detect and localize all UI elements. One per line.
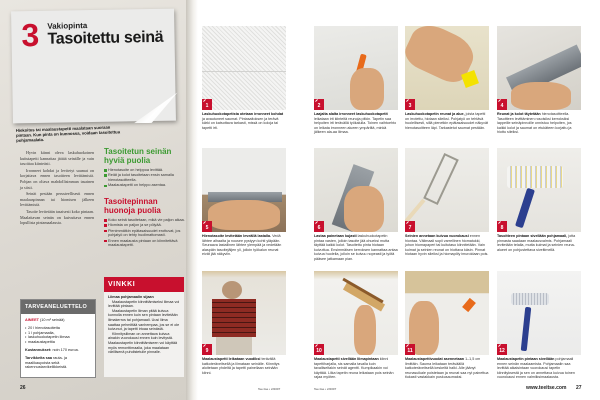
pros-item: Hienotasoite on helppoa levittää. [104,168,186,173]
step-number-badge: 3 [405,99,415,110]
step-number-badge: 2 [314,99,324,110]
step-number-badge: 7 [405,221,415,232]
supplies-tools: Tarvikkeita saa rauta- ja maalikaupoista sekä rakennustarvikeliikkeistä. [25,355,68,370]
supplies-item: • 1 l pohjamaalia, [25,331,91,336]
page-number-left: 26 [20,385,26,391]
supplies-list [25,326,91,345]
arm-icon [354,305,376,355]
shirt-icon [212,299,256,337]
body-paragraph: Irronneet kohdat ja levitetyt saumat on korjattava ennen tasoitteen levittämistä. Pohjan on oltava mahdollisimman tasainen ja siisti. [20,167,94,190]
pros-heading: Tasoitetun seinän hyviä puolia [104,147,172,165]
roller-handle-icon [515,188,535,229]
hand-icon [350,68,384,110]
step-photo [202,26,286,110]
supplies-item: • maalaustapettia [25,340,91,345]
step-caption: Laskuhuokotapetista otetaan irronneet kohdat ja avautuneet saumat. Pintasaitoksen ja terävä kärki on katsottava tarkasti, missä on koloja tai tapetti irti. [202,112,284,130]
step-2 [314,26,398,135]
step-caption: Maalaustapetti leikataan vuodiksi terävällä katkoteräveitsellä ja liimataan seinälle. Kiinnitys aloitetaan yhdeltä ja tapetti painellaan seinään kiinni. [202,357,280,375]
step-number-badge: 8 [497,221,507,232]
step-caption: Laajalta alalta irronneet laskuhuokotapetit leikataan irti kiinteitä reunoja pitkin. Tapetin saa helpoiten irti terävällä työkalulla. Toinen vaihtoehto on leikata irronneen alueen ympäriltä, minkä jälkeen ala-aa liimaa. [314,112,397,135]
tip-heading: VINKKI [104,277,184,292]
cons-box [104,198,186,249]
step-photo [497,148,581,232]
step-11 [405,271,489,380]
step-number-badge: 12 [497,344,507,355]
step-number-badge: 6 [314,221,324,232]
step-caption: Hienotasoite levitetään leveällä lastalla. Vedä lähtee alhaalta ja nousee pystyyn kohti yläpään. Seuraava lastallinen lähtee ylempää ja vedetään alaspäin tasoitejäljen yli, jolloin työkalun reunat eivät jää näkyviin. [202,234,282,257]
hand-icon [511,82,571,110]
step-number-badge: 11 [405,344,415,355]
step-caption: Seinien annetaan kuivua vuorokausi ennen hiontaa. Välimaali sopii varrellinen hiomatukki, johon hiomapaperi tai kuitutaso kiinnitetään. Vain kulmat ja seinien reunat on hiottava käsin. Pinnat hiotaan hyvin sileiksi ja hiomapöly imuroidaan pois. [405,234,489,257]
website-link[interactable]: www.teeitse.com [526,385,567,391]
step-caption: Lastaa painetaan kujasti laskuhuokotapetin pintaa vasten, jolloin tasoite jää ohueksi mutta täyttää kaikki kolot. Tasoitettu pinta hiotaan kuivuttua. Ensimmäisen kerroksen kannattaa antaa kuivua huolella, jolloin se kuivuu nopeasti ja työtä pääsee jatkamaan pian. [314,234,398,261]
step-photo [314,271,398,355]
step-photo [497,26,581,110]
step-photo [202,271,286,355]
supplies-item: • 20 l hienotasoitetta [25,326,91,331]
pros-item: Reiät ja kolot tasoitetaan ensin samalla hienotasoitteella. [104,173,186,183]
intro-text: Hiekoitus tai maalaustapetti maalataan suoraan pintaan. Kun pinta on kunnossa, voidaan tasoitettua pohjamaalata. [15,124,121,143]
step-photo [405,26,489,110]
section-number: 3 [21,16,40,54]
step-caption: Tasoitteen pintaan sivellään pohjamaali, jotta pinnasta saadaan maalausvalmis. Pohjamaali levitetään telalla, mutta kulmat ja seinien reuna-alueet on pohjustettava siveltimellä. [497,234,576,252]
tip-box [104,277,184,377]
step-photo [405,271,489,355]
step-photo [314,148,398,232]
tip-paragraph: Maalaustapetin kiinnittämiseksi liimaa voi levittää pintaan. [108,299,180,309]
body-paragraph: Seinät pestään perusteellisesti ennen maalauspinnan tai hiomisen jälkeen levittämistä. [20,191,94,208]
roller-handle-icon [521,307,532,351]
paint-roller-icon [511,293,549,305]
step-caption: Maalaustapetin pintaan sivellään pohjamaali ennen seinän maalaamista. Pohjamaalin saa levittää aikaisintaan vuorokausi tapetin kiinnityksestä ja sen on annettava kuivua toinen vuorokausi ennen valmiiksimaalausta. [497,357,575,380]
cons-item: Pienimmätkin epätasaisuudet erottuvat, jos pohjatyö on tehty huolimattomasti. [104,229,186,239]
supplies-subheading: AINEET (10 m² seinää) [25,318,65,322]
page-gutter [186,0,198,400]
issue-label-right: Tee itse • 2/2007 [314,387,337,391]
hand-icon [344,186,384,232]
step-5 [202,148,286,257]
step-photo [497,271,581,355]
body-text [20,150,94,227]
step-number-badge: 4 [497,99,507,110]
body-paragraph: Tasoite levitetään tasaisesti koko pintaan. Maalattavan seinän on kuivuttava ennen lopullista pintamaalausta. [20,208,94,226]
cons-item: Hiomista on paljon ja se pölyää. [104,223,186,228]
pros-item: Maalaustapetti on helppo asentaa. [104,183,186,188]
step-12 [497,271,581,380]
step-photo [405,148,489,232]
step-1 [202,26,286,130]
step-8 [497,148,581,252]
step-caption: Reunat ja kolot täytetään hienotasoitteella. Tasoitteen levittäminen rosoisiksi kerroksiksi lappeille seinäpinnoille onnistuu helpoiten, jos kaikki kolot ja saumat on etukäteen korjattu ja hiottu sileiksi. [497,112,572,135]
head-icon [222,281,242,299]
pros-list [104,168,186,188]
step-caption: Maalaustapetti sivellään liimapintaan kiinni tapettiharjalla, sis samalla tavalla kuin tavalliseltakin seinät agentti. Kumpikaakin voi käyttää. Liika tapetin reuna leikataan pois seinän rajaa myöten. [314,357,394,380]
pros-box [104,148,186,189]
step-photo [202,148,286,232]
step-number-badge: 10 [314,344,324,355]
step-3 [405,26,489,130]
page-curl [133,93,178,124]
supplies-cost: Kustannukset: noin 170 euroa. [25,347,79,352]
left-page [0,0,189,400]
sanding-block-icon [423,153,459,205]
sponge-icon [461,70,479,88]
step-4 [497,26,581,135]
step-number-badge: 1 [202,99,212,110]
hand-icon [208,200,280,230]
cons-item: Ennen maalausta pintaan on kiinnitettävä maalaustapetti. [104,239,186,249]
step-photo [314,26,398,110]
step-caption: Maalaustapettivuodat asennetaan 1–1,5 cm limittäin. Sauma leikataan teräväällä katkoteräveitsellä keskeltä halki. Alle jäänyt reunasuikale poistetaan ja reunat saa nyt painettua tiukasti vastakkain puskusaumaksi. [405,357,489,380]
supplies-heading: TARVEANELUETTELO [21,300,95,314]
step-caption: Laskuhuokotapetin reunat ja aluе, joista tapetti on irrotettu, hiotaan sileiksi. Pohjatyö on tehtävä huolellisesti, sillä pienetkin epätasaisuudet näkyvät hienotasoitteen läpi. Tarkastetut saumat pestään. [405,112,489,130]
page-number-right: 27 [576,385,582,391]
jeans-icon [216,337,252,355]
paint-roller-icon [507,166,563,188]
supplies-item: • laskuhuokotapetin liimaa [25,335,91,340]
step-7 [405,148,489,257]
body-paragraph: Hyvin kiinni oleva laskuhuokoinen kuitutapetti kannattaa jättää seinälle ja vain tasoittaa kiinteästi. [20,150,94,167]
tip-paragraph: Kiinnitysliiman on annettava kuivua ainakin vuorokausi ennen kuin levitystä. Maalaustapetin kiinnittämiseen voi käyttää myös remonttimaalia, joka maalataan värillisenä puhdistetulle pinnalle. [108,331,178,355]
kicker: Vakiopinta [47,21,88,31]
supplies-box [20,299,96,378]
step-10 [314,271,398,380]
step-9 [202,271,286,375]
step-number-badge: 9 [202,344,212,355]
cons-list [104,218,186,248]
cons-heading: Tasoitepinnan huonoja puolia [104,197,161,215]
cons-item: Koko seinä tasoitetaan, mikä vie paljon aikaa. [104,218,186,223]
step-number-badge: 5 [202,221,212,232]
tip-paragraph: Maalaustapetin liiman pitää kuivua kunnolla ennen kuin sen pintaan levitetään liimakerros tai pohjamaali. Uusi liima saattaa pehmittää vanhempaa, jos se ei ole kuivunut, ja tapetti irtoaa seinästä. [108,308,180,332]
step-6 [314,148,398,262]
title-note-card [11,9,176,124]
issue-label-left: Tee itse • 2/2007 [258,387,281,391]
page-title: Tasoitettu seinä [47,28,164,48]
knife-icon [462,298,476,312]
tip-lead: Liimaa pohjamaalin sijaan [108,295,154,299]
